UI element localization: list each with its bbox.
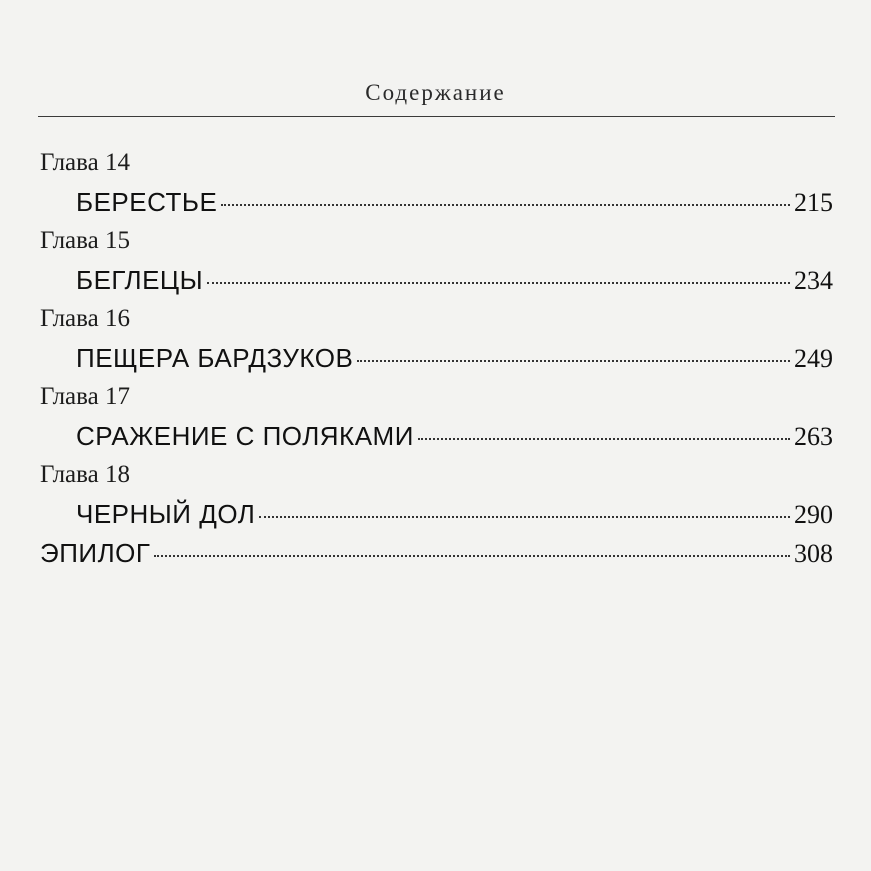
toc-entry[interactable]	[40, 499, 833, 538]
chapter-label: Глава 15	[40, 227, 130, 254]
toc-entry-title: БЕГЛЕЦЫ	[76, 265, 204, 295]
toc-entry-page: 249	[794, 344, 833, 373]
chapter-label: Глава 18	[40, 461, 130, 488]
dot-leader	[154, 555, 790, 557]
page-title: Содержание	[365, 80, 506, 105]
dot-leader	[259, 516, 790, 518]
toc-entry[interactable]	[40, 265, 833, 304]
chapter-label: Глава 16	[40, 305, 130, 332]
toc-entry[interactable]	[40, 187, 833, 226]
toc-entry[interactable]	[40, 343, 833, 382]
toc-entry-title: ПЕЩЕРА БАРДЗУКОВ	[76, 343, 354, 373]
toc-entry-title: БЕРЕСТЬЕ	[76, 187, 218, 217]
table-of-contents	[40, 148, 833, 577]
dot-leader	[357, 360, 790, 362]
chapter-label: Глава 14	[40, 149, 130, 176]
toc-entry[interactable]	[40, 421, 833, 460]
toc-entry-page: 215	[794, 188, 833, 217]
toc-entry-title: СРАЖЕНИЕ С ПОЛЯКАМИ	[76, 421, 414, 451]
toc-entry-title: ЧЕРНЫЙ ДОЛ	[76, 499, 256, 529]
dot-leader	[221, 204, 790, 206]
toc-entry-epilogue[interactable]	[40, 538, 833, 577]
chapter-label: Глава 17	[40, 383, 130, 410]
toc-entry-page: 290	[794, 500, 833, 529]
dot-leader	[418, 438, 790, 440]
toc-entry-title: ЭПИЛОГ	[40, 538, 151, 568]
header-divider	[38, 116, 835, 117]
toc-entry-page: 263	[794, 422, 833, 451]
toc-entry-page: 308	[794, 539, 833, 568]
dot-leader	[207, 282, 790, 284]
toc-entry-page: 234	[794, 266, 833, 295]
